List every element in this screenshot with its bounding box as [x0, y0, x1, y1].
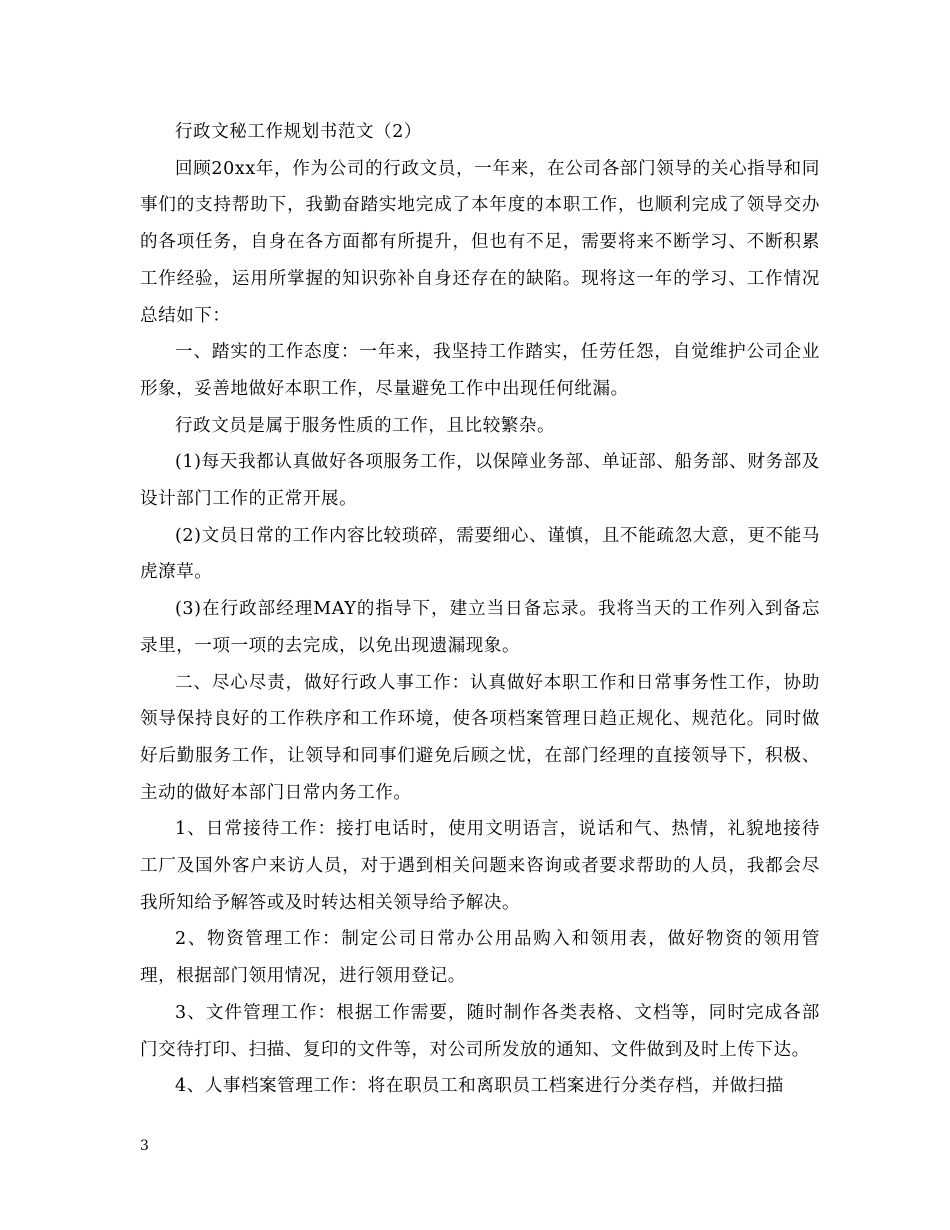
paragraph-item-1: (1)每天我都认真做好各项服务工作，以保障业务部、单证部、船务部、财务部及设计部门工作的正常开展。 [140, 452, 820, 510]
paragraph-personnel-files: 4、人事档案管理工作：将在职员工和离职员工档案进行分类存档，并做扫描 [175, 1076, 785, 1097]
paragraph-section-two: 二、尽心尽责，做好行政人事工作：认真做好本职工作和日常事务性工作，协助领导保持良好的工作秩序和工作环境，使各项档案管理日趋正规化、规范化。同时做好后勤服务工作，让领导和同事们避免后顾之忧，在部门经理的直接领导下，积极、主动的做好本部门日常内务工作。 [140, 672, 820, 803]
paragraph-service-nature: 行政文员是属于服务性质的工作，且比较繁杂。 [175, 415, 556, 436]
paragraph-item-3: (3)在行政部经理MAY的指导下，建立当日备忘录。我将当天的工作列入到备忘录里，一项一项的去完成，以免出现遗漏现象。 [140, 599, 820, 656]
paragraph-materials: 2、物资管理工作：制定公司日常办公用品购入和领用表，做好物资的领用管理，根据部门领用情况，进行领用登记。 [140, 929, 820, 987]
document-title: 行政文秘工作规划书范文（2） [175, 122, 423, 142]
document-body [140, 114, 820, 1105]
paragraph-documents: 3、文件管理工作：根据工作需要，随时制作各类表格、文档等，同时完成各部门交待打印、扫描、复印的文件等，对公司所发放的通知、文件做到及时上传下达。 [140, 1002, 820, 1060]
paragraph-reception: 1、日常接待工作：接打电话时，使用文明语言，说话和气、热情，礼貌地接待工厂及国外客户来访人员，对于遇到相关问题来咨询或者要求帮助的人员，我都会尽我所知给予解答或及时转达相关领导给予解决。 [140, 819, 820, 913]
paragraph-section-one: 一、踏实的工作态度：一年来，我坚持工作踏实，任劳任怨，自觉维护公司企业形象，妥善地做好本职工作，尽量避免工作中出现任何纰漏。 [140, 342, 820, 399]
paragraph-intro: 回顾20xx年，作为公司的行政文员，一年来，在公司各部门领导的关心指导和同事们的支持帮助下，我勤奋踏实地完成了本年度的本职工作，也顺利完成了领导交办的各项任务，自身在各方面都有所提升，但也有不足，需要将来不断学习、不断积累工作经验，运用所掌握的知识弥补自身还存在的缺陷。现将这一年的学习、工作情况总结如下： [140, 158, 820, 326]
page-number: 3 [140, 1138, 149, 1154]
paragraph-item-2: (2)文员日常的工作内容比较琐碎，需要细心、谨慎，且不能疏忽大意，更不能马虎潦草。 [140, 525, 820, 583]
